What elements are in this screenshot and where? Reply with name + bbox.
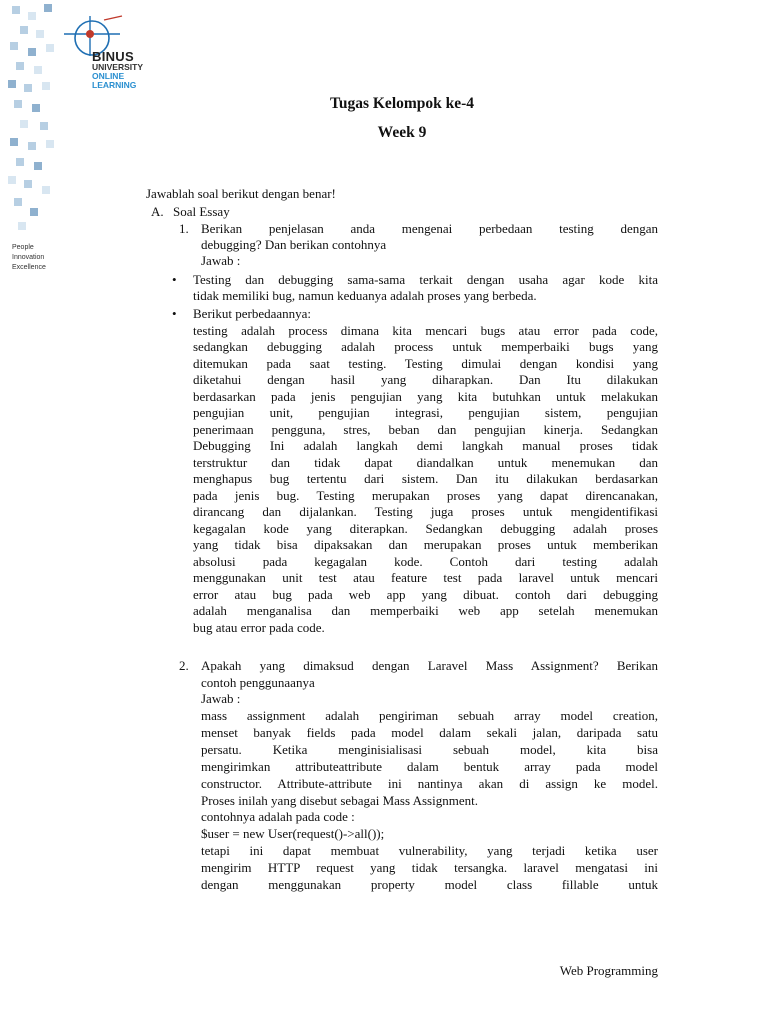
paragraph-line: yang tidak bisa dipaksakan dan merupakan proses untuk memberikan [193,537,658,552]
document-title: Tugas Kelompok ke-4 [329,95,475,112]
paragraph-line: Berikut perbedaannya: [193,306,312,321]
paragraph-line: persatu. Ketika menginisialisasi sebuah model, kita bisa [201,742,658,757]
side-pattern [0,0,58,235]
paragraph-line: sedangkan debugging adalah process untuk memperbaiki bugs yang [193,339,658,354]
tagline-line: Innovation [12,254,45,261]
logo-learning: LEARNING [92,80,137,90]
tagline-line: Excellence [12,264,46,271]
answer-label: Jawab : [201,253,241,268]
logo-online: ONLINE [92,71,125,81]
paragraph-line: contohnya adalah pada code : [201,809,355,824]
question-number: 1. [179,221,189,236]
paragraph-line: penerimaan pengguna, stres, beban dan pengujian kinerja. Sedangkan [193,422,658,437]
code-line: $user = new User(request()->all()); [201,826,385,841]
logo-university: UNIVERSITY [92,62,144,72]
logo-brand: BINUS [92,49,134,64]
paragraph-line: dirancang dan dijalankan. Testing juga proses untuk mengidentifikasi [193,504,658,519]
paragraph-line: Testing dan debugging sama-sama terkait dengan usaha agar kode kita [193,272,658,287]
paragraph-line: mengirimkan attributeattribute dalam bentuk array pada model [201,759,658,774]
tagline [12,243,46,273]
paragraph-line: dengan menggunakan property model class fillable untuk [201,877,658,892]
bullet-icon: • [172,306,177,321]
paragraph-line: terstruktur dan tidak dapat diandalkan untuk menemukan dan [193,455,658,470]
paragraph-line: Debugging Ini adalah langkah demi langkah manual proses tidak [193,438,658,453]
paragraph-line: menghapus bug tertentu dari sistem. Dan itu dilakukan berdasarkan [193,471,658,486]
paragraph-line: ditemukan pada saat testing. Testing dimulai dengan kondisi yang [193,356,658,371]
question-text: contoh penggunaanya [201,675,315,690]
paragraph-line: absolusi pada kegagalan kode. Contoh dari testing adalah [193,554,658,569]
question-number: 2. [179,658,189,673]
paragraph-line: mengirim HTTP request yang tidak tersangka. laravel mengatasi ini [201,860,658,875]
logo-wordmark [92,50,143,90]
paragraph-line: constructor. Attribute-attribute ini nantinya akan di assign ke model. [201,776,658,791]
paragraph-line: mass assignment adalah pengiriman sebuah array model creation, [201,708,658,723]
paragraph-line: menset banyak fields pada model dalam sekali jalan, daripada satu [201,725,658,740]
paragraph-line: error atau bug pada web app yang dibuat. contoh dari debugging [193,587,658,602]
tagline-line: People [12,244,34,251]
paragraph-line: adalah menganalisa dan memperbaiki web app setelah menemukan [193,603,658,618]
paragraph-line: tetapi ini dapat membuat vulnerability, yang terjadi ketika user [201,843,658,858]
section-label: Soal Essay [173,204,230,219]
question-text: Apakah yang dimaksud dengan Laravel Mass Assignment? Berikan [201,658,658,673]
answer-label: Jawab : [201,691,241,706]
paragraph-line: Proses inilah yang disebut sebagai Mass Assignment. [201,793,478,808]
instruction-text: Jawablah soal berikut dengan benar! [146,186,336,201]
paragraph-line: diketahui dengan hasil yang diharapkan. Dan Itu dilakukan [193,372,658,387]
question-text: Berikan penjelasan anda mengenai perbedaan testing dengan [201,221,658,236]
paragraph-line: pengujian unit, pengujian integrasi, pengujian sistem, pengujian [193,405,658,420]
question-text: debugging? Dan berikan contohnya [201,237,387,252]
paragraph-line: tidak memiliki bug, namun keduanya adalah proses yang berbeda. [193,288,537,303]
week-label: Week 9 [377,124,427,141]
paragraph-line: kegagalan kode yang diterapkan. Sedangkan debugging adalah proses [193,521,658,536]
page-footer: Web Programming [559,963,658,978]
section-marker: A. [151,204,164,219]
paragraph-line: testing adalah process dimana kita mencari bugs atau error pada code, [193,323,658,338]
paragraph-line: menggunakan unit test atau feature test pada laravel untuk mencari [193,570,658,585]
paragraph-line: berdasarkan pada jenis pengujian yang kita butuhkan untuk melakukan [193,389,658,404]
bullet-icon: • [172,272,177,287]
paragraph-line: pada jenis bug. Testing merupakan proses yang dapat direncanakan, [193,488,658,503]
paragraph-line: bug atau error pada code. [193,620,325,635]
